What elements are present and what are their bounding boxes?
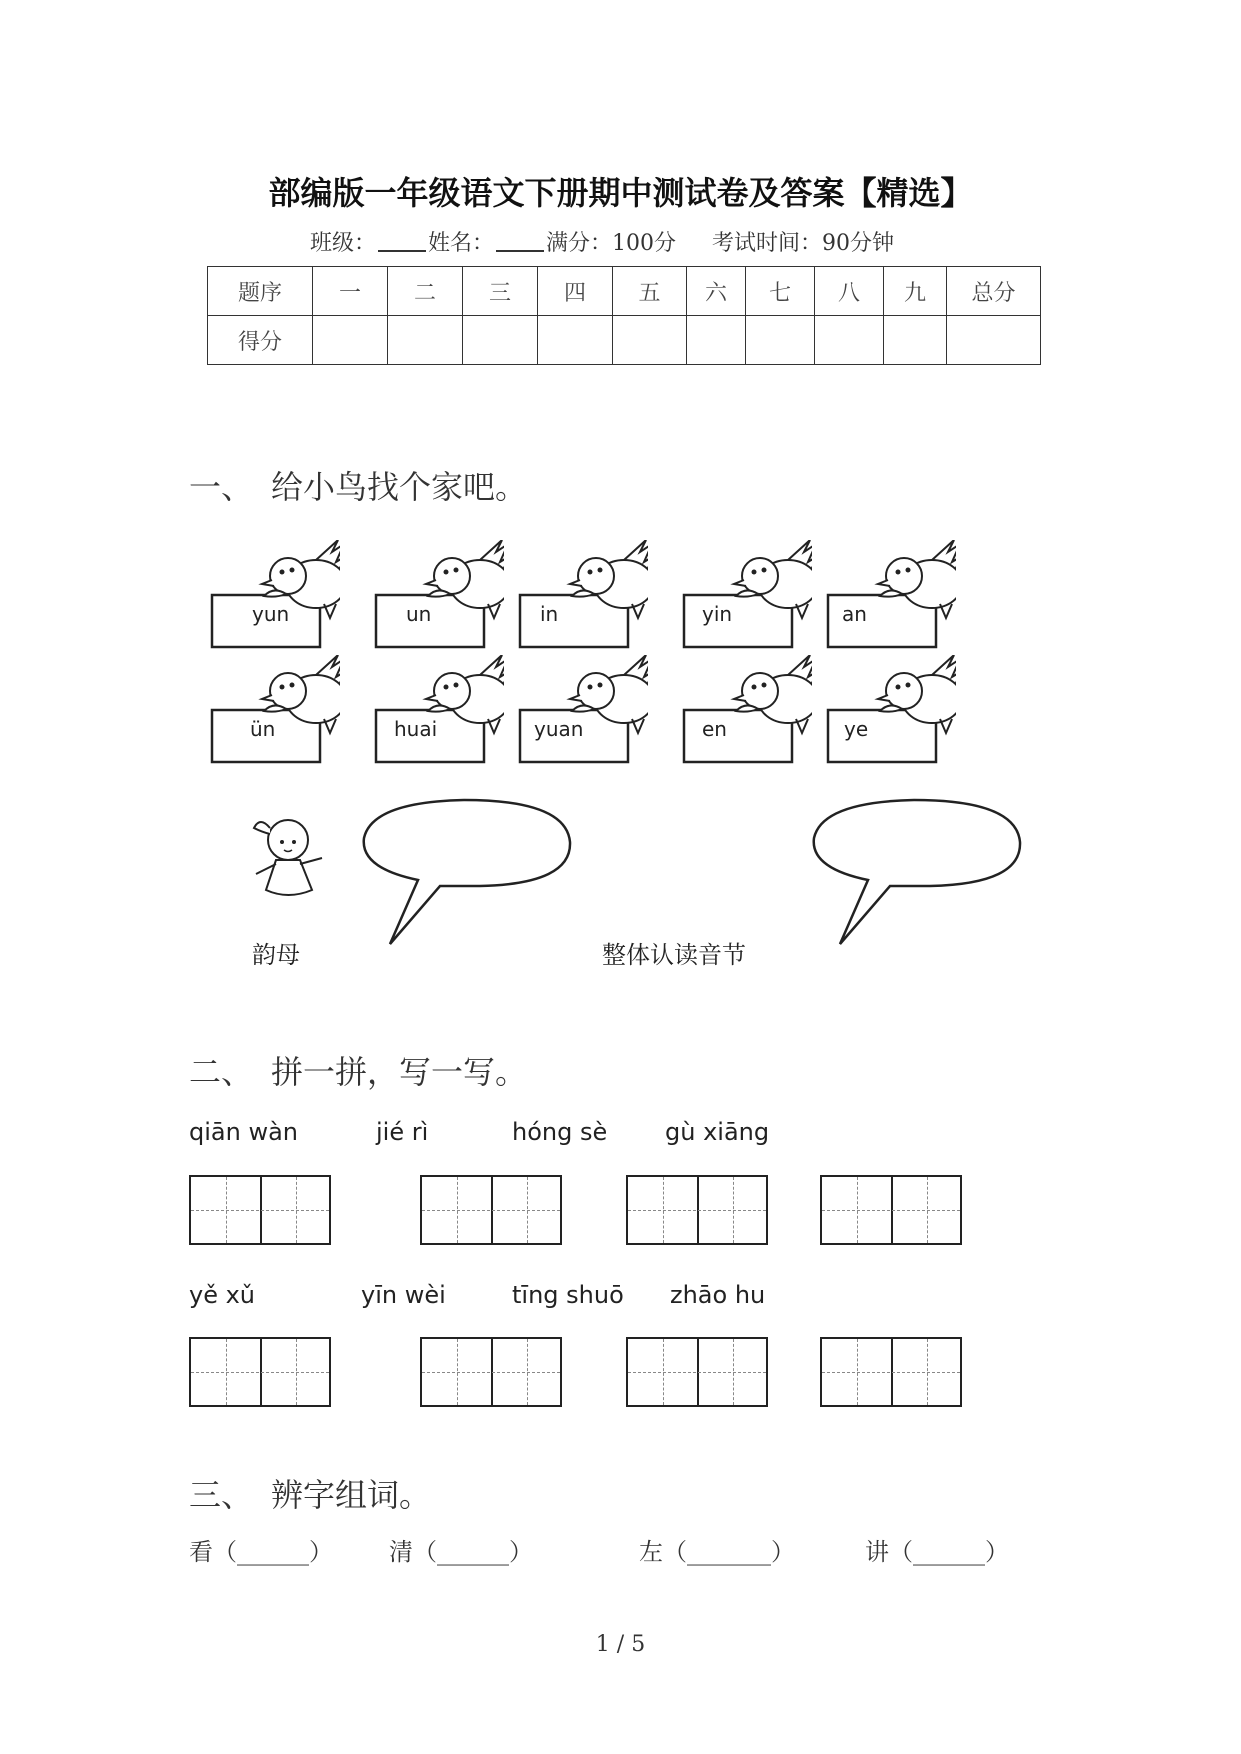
- bird-icon: [682, 655, 812, 765]
- pinyin-prompt: jié rì: [376, 1118, 429, 1146]
- label-whole-syllables: 整体认读音节: [602, 941, 746, 969]
- section-number: 一、: [189, 468, 254, 506]
- pinyin-prompt: tīng shuō: [512, 1281, 624, 1309]
- sign-label: an: [842, 602, 867, 626]
- table-cell: 题序: [208, 267, 313, 316]
- pinyin-prompt: yě xǔ: [189, 1281, 256, 1309]
- label-vowels: 韵母: [252, 941, 300, 969]
- table-cell: 七: [746, 267, 815, 316]
- score-cell[interactable]: [884, 316, 947, 365]
- word-item[interactable]: 左（_______）: [639, 1538, 795, 1566]
- word-item[interactable]: 讲（______）: [865, 1538, 1009, 1566]
- writing-grid[interactable]: [189, 1175, 331, 1245]
- section-title: 给小鸟找个家吧。: [271, 468, 528, 506]
- score-cell[interactable]: [613, 316, 687, 365]
- writing-grid[interactable]: [420, 1175, 562, 1245]
- bird-icon: [682, 540, 812, 650]
- section1-heading: [189, 462, 527, 508]
- score-cell[interactable]: [538, 316, 613, 365]
- exam-time: 考试时间：90分钟: [712, 231, 895, 256]
- table-cell: 总分: [947, 267, 1041, 316]
- table-cell: 六: [687, 267, 746, 316]
- table-cell: 四: [538, 267, 613, 316]
- bird-icon: [518, 540, 648, 650]
- pinyin-prompt: hóng sè: [512, 1118, 608, 1146]
- sign-label: yuan: [534, 717, 584, 741]
- sign-label: yun: [252, 602, 290, 626]
- table-cell: 五: [613, 267, 687, 316]
- bird-icon: [210, 655, 340, 765]
- sign-label: un: [406, 602, 432, 626]
- speech-bubble-right: [810, 798, 1030, 948]
- bird-icon: [374, 655, 504, 765]
- full-score: 满分：100分: [546, 231, 677, 256]
- section-title: 辨字组词。: [271, 1476, 432, 1514]
- pinyin-prompt: zhāo hu: [670, 1281, 766, 1309]
- girl-icon: [240, 810, 340, 910]
- section3-heading: [189, 1470, 431, 1516]
- table-cell: 八: [815, 267, 884, 316]
- class-blank[interactable]: [378, 230, 426, 252]
- pinyin-prompt: yīn wèi: [361, 1281, 446, 1309]
- name-blank[interactable]: [496, 230, 544, 252]
- name-label: 姓名：: [428, 231, 495, 256]
- score-cell[interactable]: [687, 316, 746, 365]
- word-item[interactable]: 看（______）: [189, 1538, 333, 1566]
- section-title: 拼一拼，写一写。: [271, 1053, 528, 1091]
- score-cell[interactable]: [815, 316, 884, 365]
- score-cell[interactable]: [388, 316, 463, 365]
- writing-grid[interactable]: [189, 1337, 331, 1407]
- pinyin-prompt: qiān wàn: [189, 1118, 298, 1146]
- sign-label: in: [540, 602, 559, 626]
- exam-info: [310, 226, 894, 257]
- word-item[interactable]: 清（______）: [389, 1538, 533, 1566]
- sign-label: ün: [250, 717, 276, 741]
- table-cell: 得分: [208, 316, 313, 365]
- writing-grid[interactable]: [820, 1337, 962, 1407]
- page-number: 1 / 5: [595, 1632, 646, 1657]
- section2-heading: [189, 1047, 527, 1093]
- score-table: [207, 266, 1041, 365]
- sign-label: ye: [844, 717, 869, 741]
- score-cell[interactable]: [746, 316, 815, 365]
- bird-icon: [518, 655, 648, 765]
- score-cell[interactable]: [313, 316, 388, 365]
- score-header-row: [208, 267, 1041, 316]
- score-cell[interactable]: [947, 316, 1041, 365]
- table-cell: 九: [884, 267, 947, 316]
- sign-label: yin: [702, 602, 733, 626]
- writing-grid[interactable]: [820, 1175, 962, 1245]
- speech-bubble-left: [360, 798, 580, 948]
- section-number: 三、: [189, 1476, 254, 1514]
- score-row: [208, 316, 1041, 365]
- sign-label: en: [702, 717, 727, 741]
- writing-grid[interactable]: [626, 1337, 768, 1407]
- bird-groups: [200, 540, 1040, 980]
- writing-grid[interactable]: [420, 1337, 562, 1407]
- bird-icon: [374, 540, 504, 650]
- bird-icon: [210, 540, 340, 650]
- bird-icon: [826, 540, 956, 650]
- sign-label: huai: [394, 717, 438, 741]
- page-title: 部编版一年级语文下册期中测试卷及答案【精选】: [268, 174, 973, 212]
- table-cell: 一: [313, 267, 388, 316]
- pinyin-prompt: gù xiāng: [665, 1118, 770, 1146]
- class-label: 班级：: [310, 231, 377, 256]
- score-cell[interactable]: [463, 316, 538, 365]
- bird-icon: [826, 655, 956, 765]
- table-cell: 二: [388, 267, 463, 316]
- section-number: 二、: [189, 1053, 254, 1091]
- table-cell: 三: [463, 267, 538, 316]
- writing-grid[interactable]: [626, 1175, 768, 1245]
